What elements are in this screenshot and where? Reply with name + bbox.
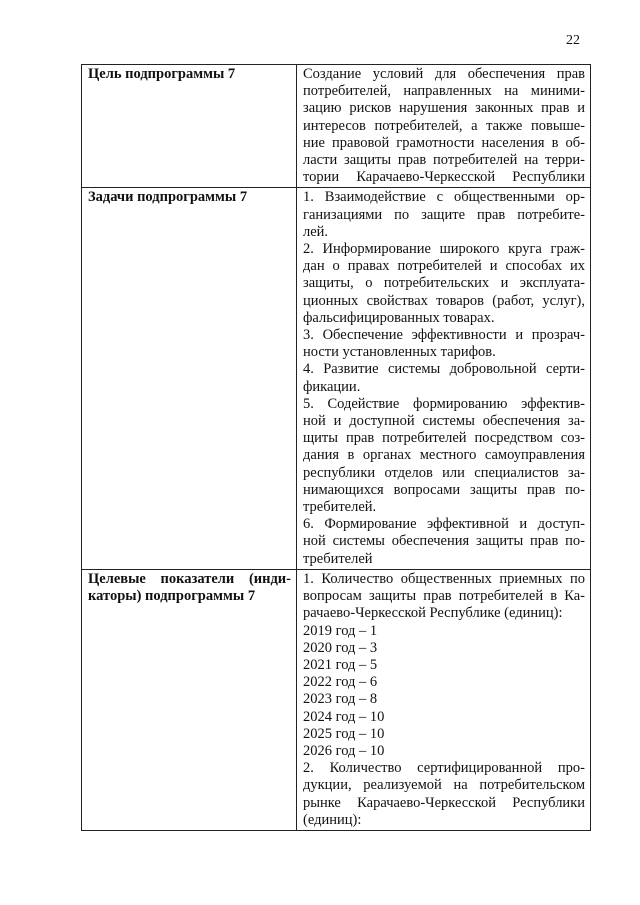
text-line: лей. (303, 223, 329, 240)
table-row-tasks (82, 188, 591, 569)
row-value-tasks (297, 188, 591, 569)
text-line: (единиц): (303, 811, 362, 828)
table-row-indicators (82, 569, 591, 830)
text-line: ной и доступной системы обеспечения за- (303, 413, 585, 430)
label-line: Целевые показатели (инди- (88, 570, 291, 587)
text-line: 2. Количество сертифицированной про- (303, 760, 585, 777)
table-row-goal (82, 65, 591, 188)
text-line: тории Карачаево-Черкесской Республики (303, 169, 585, 186)
text-line: рынке Карачаево-Черкесской Республики (303, 794, 585, 811)
text-line: вопросам защиты прав потребителей в Ка- (303, 588, 585, 605)
text-line: Создание условий для обеспечения прав (303, 66, 585, 82)
year-value: 2024 год – 10 (303, 708, 385, 725)
text-line: республики отделов или специалистов за- (303, 464, 585, 481)
year-value: 2022 год – 6 (303, 674, 378, 691)
text-line: требителей (303, 550, 373, 567)
text-line: потребителей, направленных на миними- (303, 83, 585, 100)
row-value-goal (297, 65, 591, 188)
text-line: нимающихся вопросами защиты прав по- (303, 481, 585, 498)
label-line: каторы) подпрограммы 7 (88, 588, 256, 605)
row-label-goal: Цель подпрограммы 7 (82, 65, 297, 188)
text-line: 3. Обеспечение эффективности и прозрач- (303, 327, 585, 344)
text-line: фальсифицированных товарах. (303, 309, 495, 326)
text-line: ности установленных тарифов. (303, 344, 496, 361)
year-value: 2026 год – 10 (303, 742, 385, 759)
text-line: ласти защиты прав потребителей на терри- (303, 152, 585, 169)
text-line: ной системы обеспечения защиты прав по- (303, 533, 585, 550)
text-line: рачаево-Черкесской Республике (единиц): (303, 605, 563, 622)
text-line: ганизациями по защите прав потребите- (303, 206, 585, 223)
year-value: 2023 год – 8 (303, 691, 378, 708)
text-line: ционных свойствах товаров (работ, услуг), (303, 292, 585, 309)
text-line: 1. Взаимодействие с общественными ор- (303, 189, 585, 206)
text-line: защиты, о потребительских и эксплуата- (303, 275, 585, 292)
year-value: 2019 год – 1 (303, 622, 378, 639)
row-label-tasks: Задачи подпрограммы 7 (82, 188, 297, 569)
text-line: интересов потребителей, а также повыше- (303, 117, 585, 134)
text-line: требителей. (303, 499, 377, 516)
page-number: 22 (566, 33, 580, 48)
text-line: 5. Содействие формированию эффектив- (303, 395, 585, 412)
year-value: 2021 год – 5 (303, 656, 378, 673)
row-label-indicators (82, 569, 297, 830)
text-line: зацию рисков нарушения законных прав и (303, 100, 585, 117)
text-line: дукции, реализуемой на потребительском (303, 777, 585, 794)
text-line: дания в органах местного самоуправления (303, 447, 585, 464)
year-value: 2025 год – 10 (303, 725, 385, 742)
text-line: 2. Информирование широкого круга граж- (303, 241, 585, 258)
row-value-indicators (297, 569, 591, 830)
text-line: фикации. (303, 378, 361, 395)
text-line: 1. Количество общественных приемных по (303, 570, 585, 587)
text-line: 6. Формирование эффективной и доступ- (303, 516, 585, 533)
subprogram-passport-table (81, 64, 591, 831)
text-line: щиты прав потребителей посредством соз- (303, 430, 585, 447)
text-line: ние правовой грамотности населения в об- (303, 134, 585, 151)
year-value: 2020 год – 3 (303, 639, 378, 656)
text-line: 4. Развитие системы добровольной серти- (303, 361, 585, 378)
text-line: дан о правах потребителей и способах их (303, 258, 585, 275)
